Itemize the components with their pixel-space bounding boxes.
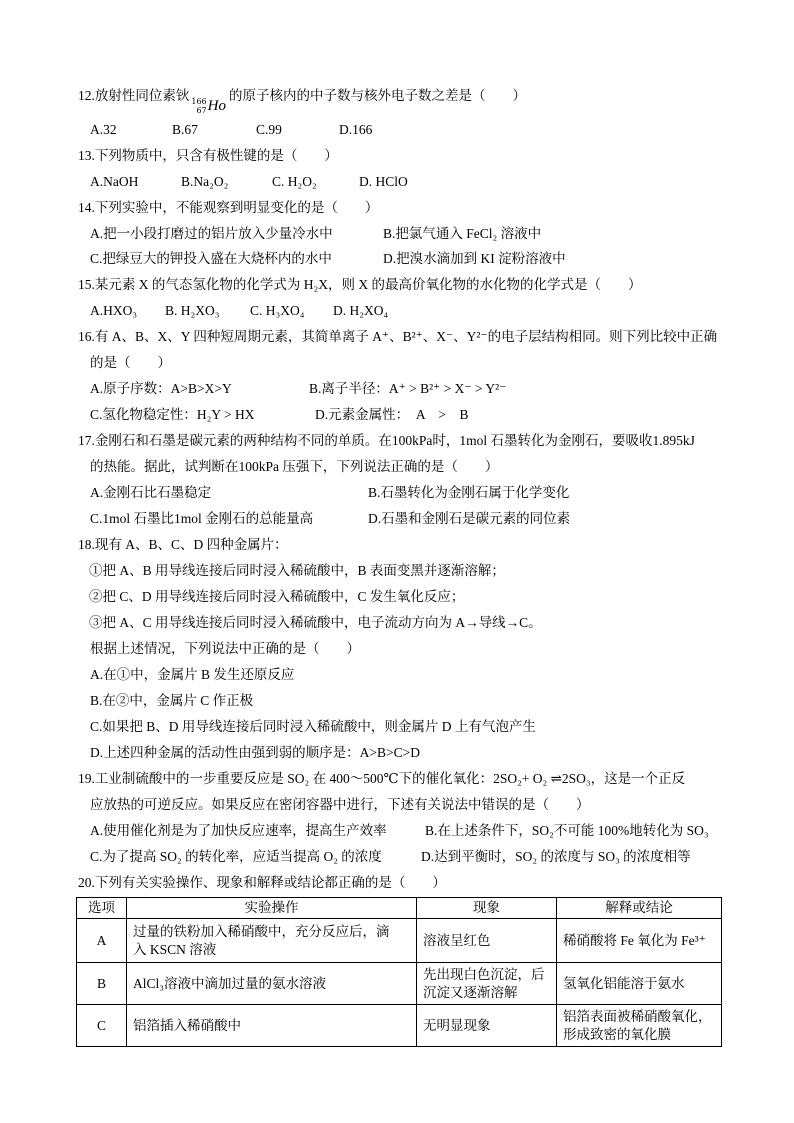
table-cell-option: B bbox=[77, 963, 127, 1005]
cell-line: 铝箔插入稀硝酸中 bbox=[133, 1017, 241, 1033]
question-17-option-c: C.1mol 石墨比1mol 金刚石的总能量高 bbox=[90, 511, 314, 526]
cell-line: 无明显现象 bbox=[423, 1017, 491, 1033]
cell-line: 稀硝酸将 Fe 氧化为 Fe³⁺ bbox=[563, 932, 706, 948]
table-header-phenomenon: 现象 bbox=[417, 898, 557, 919]
question-17-stem-line-2: 的热能。据此，试判断在100kPa 压强下，下列说法正确的是（ ） bbox=[90, 459, 499, 474]
table-cell-operation bbox=[127, 963, 417, 1005]
table-header-row bbox=[77, 898, 722, 919]
question-17-stem-line-1: 17.金刚石和石墨是碳元素的两种结构不同的单质。在100kPa时，1mol 石墨转化为金刚石，要吸收1.895kJ bbox=[78, 433, 695, 448]
table-cell-option: A bbox=[77, 919, 127, 963]
question-17-option-a: A.金刚石比石墨稳定 bbox=[90, 485, 212, 500]
question-14-option-b: B.把氯气通入 FeCl₂ 溶液中 bbox=[383, 226, 542, 241]
table-row-b bbox=[77, 963, 722, 1005]
question-12-stem-before: 12.放射性同位素钬 bbox=[78, 88, 190, 103]
question-19-stem-line-1: 19.工业制硫酸中的一步重要反应是 SO₂ 在 400～500℃下的催化氧化：2SO₂+ O₂ ⇌2SO₃，这是一个正反 bbox=[78, 771, 686, 786]
cell-line: 入 KSCN 溶液 bbox=[133, 941, 217, 957]
question-13-option-b: B.Na₂O₂ bbox=[181, 174, 229, 189]
table-cell-explanation bbox=[557, 1005, 722, 1047]
question-14-option-c: C.把绿豆大的钾投入盛在大烧杯内的水中 bbox=[90, 251, 332, 266]
table-cell-explanation bbox=[557, 919, 722, 963]
question-13-option-a: A.NaOH bbox=[90, 174, 139, 189]
table-row-a bbox=[77, 919, 722, 963]
question-17-option-b: B.石墨转化为金刚石属于化学变化 bbox=[368, 485, 570, 500]
table-cell-phenomenon bbox=[417, 919, 557, 963]
question-19-option-b: B.在上述条件下，SO₂不可能 100%地转化为 SO₃ bbox=[425, 823, 709, 838]
table-cell-option: C bbox=[77, 1005, 127, 1047]
question-18-condition-3: ③把 A、C 用导线连接后同时浸入稀硫酸中，电子流动方向为 A→导线→C。 bbox=[89, 615, 542, 630]
question-20-stem: 20.下列有关实验操作、现象和解释或结论都正确的是（ ） bbox=[78, 875, 446, 890]
question-15-option-a: A.HXO₃ bbox=[90, 303, 138, 318]
table-cell-explanation bbox=[557, 963, 722, 1005]
question-16-option-c: C.氢化物稳定性：H₂Y > HX bbox=[90, 407, 255, 422]
question-19-option-d: D.达到平衡时，SO₂ 的浓度与 SO₃ 的浓度相等 bbox=[421, 849, 691, 864]
question-16-stem-line-2: 的是（ ） bbox=[90, 355, 171, 370]
question-17-option-d: D.石墨和金刚石是碳元素的同位素 bbox=[368, 511, 571, 526]
table-header-explanation: 解释或结论 bbox=[557, 898, 722, 919]
question-15-option-b: B. H₂XO₃ bbox=[165, 303, 220, 318]
cell-line: 过量的铁粉加入稀硝酸中，充分反应后，滴 bbox=[133, 923, 390, 939]
mass-number: 166 bbox=[191, 97, 207, 106]
table-cell-phenomenon bbox=[417, 1005, 557, 1047]
question-15-option-c: C. H₃XO₄ bbox=[250, 303, 305, 318]
table-cell-operation bbox=[127, 919, 417, 963]
question-18-option-d: D.上述四种金属的活动性由强到弱的顺序是：A>B>C>D bbox=[90, 745, 420, 760]
cell-line: 沉淀又逐渐溶解 bbox=[423, 984, 518, 1000]
cell-line: AlCl₃溶液中滴加过量的氨水溶液 bbox=[133, 975, 326, 991]
question-15-option-d: D. H₂XO₄ bbox=[333, 303, 389, 318]
holmium-nuclide-symbol bbox=[191, 97, 226, 115]
question-18-option-c: C.如果把 B、D 用导线连接后同时浸入稀硫酸中，则金属片 D 上有气泡产生 bbox=[90, 719, 536, 734]
question-18-stem: 18.现有 A、B、C、D 四种金属片： bbox=[78, 537, 288, 552]
question-13-option-c: C. H₂O₂ bbox=[272, 174, 317, 189]
question-12-stem bbox=[78, 87, 526, 115]
question-20-table bbox=[76, 897, 722, 1047]
cell-line: 形成致密的氧化膜 bbox=[563, 1026, 671, 1042]
question-14-option-d: D.把溴水滴加到 KI 淀粉溶液中 bbox=[383, 251, 566, 266]
table-header-operation: 实验操作 bbox=[127, 898, 417, 919]
question-12-option-c: C.99 bbox=[256, 122, 282, 137]
table-cell-operation bbox=[127, 1005, 417, 1047]
question-18-condition-2: ②把 C、D 用导线连接后同时浸入稀硫酸中，C 发生氧化反应； bbox=[89, 589, 465, 604]
table-cell-phenomenon bbox=[417, 963, 557, 1005]
question-19-stem-line-2: 应放热的可逆反应。如果反应在密闭容器中进行，下述有关说法中错误的是（ ） bbox=[90, 797, 590, 812]
atomic-number: 67 bbox=[196, 106, 207, 115]
cell-line: 溶液呈红色 bbox=[423, 932, 491, 948]
question-16-option-b: B.离子半径：A⁺ > B²⁺ > X⁻ > Y²⁻ bbox=[309, 381, 507, 396]
question-16-option-d: D.元素金属性： A > B bbox=[315, 407, 469, 422]
question-16-option-a: A.原子序数：A>B>X>Y bbox=[90, 381, 232, 396]
table-row-c bbox=[77, 1005, 722, 1047]
question-18-condition-1: ①把 A、B 用导线连接后同时浸入稀硫酸中，B 表面变黑并逐渐溶解； bbox=[89, 563, 505, 578]
nuclide-numbers bbox=[191, 97, 206, 115]
question-14-stem: 14.下列实验中，不能观察到明显变化的是（ ） bbox=[78, 200, 379, 215]
element-symbol: Ho bbox=[207, 98, 226, 114]
question-19-option-a: A.使用催化剂是为了加快反应速率，提高生产效率 bbox=[90, 823, 387, 838]
question-15-stem: 15.某元素 X 的气态氢化物的化学式为 H₂X，则 X 的最高价氧化物的水化物的化学式是（ ） bbox=[78, 277, 642, 292]
question-18-prompt: 根据上述情况，下列说法中正确的是（ ） bbox=[90, 641, 360, 656]
question-12-option-b: B.67 bbox=[172, 122, 198, 137]
cell-line: 先出现白色沉淀，后 bbox=[423, 966, 545, 982]
table-header-option: 选项 bbox=[77, 898, 127, 919]
cell-line: 氢氧化铝能溶于氨水 bbox=[563, 975, 685, 991]
question-19-option-c: C.为了提高 SO₂ 的转化率，应适当提高 O₂ 的浓度 bbox=[90, 849, 382, 864]
question-12-option-a: A.32 bbox=[90, 122, 117, 137]
question-18-option-a: A.在①中，金属片 B 发生还原反应 bbox=[90, 667, 295, 682]
question-16-stem-line-1: 16.有 A、B、X、Y 四种短周期元素，其简单离子 A⁺、B²⁺、X⁻、Y²⁻的电子层结构相同。则下列比较中正确 bbox=[78, 329, 718, 344]
question-12-option-d: D.166 bbox=[339, 122, 373, 137]
question-12-stem-after: 的原子核内的中子数与核外电子数之差是（ ） bbox=[229, 88, 526, 103]
question-18-option-b: B.在②中，金属片 C 作正极 bbox=[90, 693, 254, 708]
question-13-stem: 13.下列物质中，只含有极性键的是（ ） bbox=[78, 148, 338, 163]
question-13-option-d: D. HClO bbox=[359, 174, 408, 189]
question-14-option-a: A.把一小段打磨过的铝片放入少量冷水中 bbox=[90, 226, 333, 241]
cell-line: 铝箔表面被稀硝酸氧化， bbox=[563, 1008, 712, 1024]
